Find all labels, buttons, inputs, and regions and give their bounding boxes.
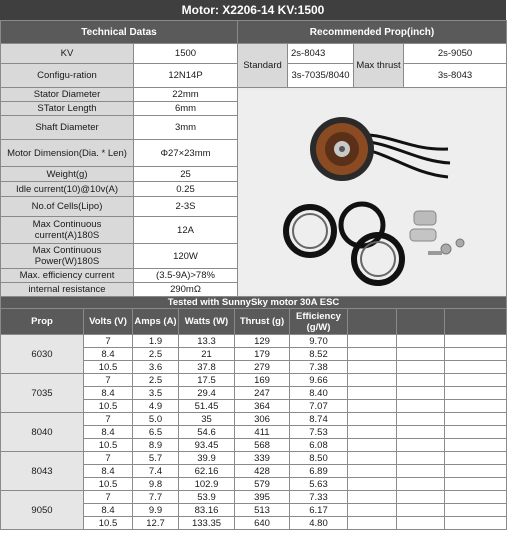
volts-cell: 10.5 xyxy=(84,361,133,374)
efficiency-cell: 7.07 xyxy=(290,400,348,413)
spec-label: Max. efficiency current xyxy=(1,269,134,283)
prop-size: 9050 xyxy=(1,491,84,530)
thrust-cell: 428 xyxy=(235,465,290,478)
empty-cell xyxy=(348,413,397,426)
efficiency-cell: 7.33 xyxy=(290,491,348,504)
efficiency-cell: 8.74 xyxy=(290,413,348,426)
efficiency-cell: 8.50 xyxy=(290,452,348,465)
sheet-title: Motor: X2206-14 KV:1500 xyxy=(0,0,506,20)
spec-label: Weight(g) xyxy=(1,167,134,182)
test-row xyxy=(1,335,507,348)
empty-cell xyxy=(397,400,445,413)
spec-label: Stator Diameter xyxy=(1,88,134,102)
column-header-blank xyxy=(397,309,445,335)
empty-cell xyxy=(348,426,397,439)
empty-cell xyxy=(397,439,445,452)
volts-cell: 8.4 xyxy=(84,387,133,400)
test-row xyxy=(1,452,507,465)
prop-size: 6030 xyxy=(1,335,84,374)
empty-cell xyxy=(445,413,507,426)
thrust-cell: 247 xyxy=(235,387,290,400)
amps-cell: 4.9 xyxy=(133,400,179,413)
spec-value: 25 xyxy=(134,167,238,182)
amps-cell: 1.9 xyxy=(133,335,179,348)
efficiency-cell: 4.80 xyxy=(290,517,348,530)
spec-label: Max Continuous Power(W)180S xyxy=(1,244,134,269)
empty-cell xyxy=(397,413,445,426)
empty-cell xyxy=(445,426,507,439)
amps-cell: 6.5 xyxy=(133,426,179,439)
technical-datas-header: Technical Datas xyxy=(1,21,238,44)
empty-cell xyxy=(348,517,397,530)
empty-cell xyxy=(397,491,445,504)
efficiency-cell: 6.17 xyxy=(290,504,348,517)
spec-value: 290mΩ xyxy=(134,283,238,297)
amps-cell: 2.5 xyxy=(133,348,179,361)
empty-cell xyxy=(348,439,397,452)
volts-cell: 7 xyxy=(84,374,133,387)
standard-label: Standard xyxy=(238,44,288,88)
spec-label: internal resistance xyxy=(1,283,134,297)
column-header-efficiency: Efficiency (g/W) xyxy=(290,309,348,335)
watts-cell: 62.16 xyxy=(179,465,235,478)
watts-cell: 53.9 xyxy=(179,491,235,504)
thrust-cell: 395 xyxy=(235,491,290,504)
empty-cell xyxy=(348,491,397,504)
empty-cell xyxy=(445,400,507,413)
column-header-prop: Prop xyxy=(1,309,84,335)
thrust-cell: 640 xyxy=(235,517,290,530)
volts-cell: 8.4 xyxy=(84,426,133,439)
watts-cell: 21 xyxy=(179,348,235,361)
empty-cell xyxy=(397,374,445,387)
watts-cell: 39.9 xyxy=(179,452,235,465)
spec-value: 12N14P xyxy=(134,64,238,88)
spec-label: Motor Dimension(Dia. * Len) xyxy=(1,140,134,167)
volts-cell: 7 xyxy=(84,452,133,465)
max-thrust-prop-2s: 2s-9050 xyxy=(404,44,507,64)
thrust-cell: 129 xyxy=(235,335,290,348)
empty-cell xyxy=(445,491,507,504)
thrust-cell: 568 xyxy=(235,439,290,452)
thrust-cell: 279 xyxy=(235,361,290,374)
empty-cell xyxy=(445,348,507,361)
amps-cell: 3.6 xyxy=(133,361,179,374)
technical-data-table xyxy=(0,20,507,297)
amps-cell: 9.9 xyxy=(133,504,179,517)
standard-prop-3s: 3s-7035/8040 xyxy=(288,64,354,88)
empty-cell xyxy=(445,517,507,530)
empty-cell xyxy=(348,504,397,517)
spec-value: 6mm xyxy=(134,102,238,116)
watts-cell: 51.45 xyxy=(179,400,235,413)
empty-cell xyxy=(397,335,445,348)
watts-cell: 29.4 xyxy=(179,387,235,400)
spec-value: 3mm xyxy=(134,116,238,140)
efficiency-cell: 9.66 xyxy=(290,374,348,387)
empty-cell xyxy=(348,348,397,361)
volts-cell: 8.4 xyxy=(84,504,133,517)
max-thrust-prop-3s: 3s-8043 xyxy=(404,64,507,88)
spec-value: Φ27×23mm xyxy=(134,140,238,167)
efficiency-cell: 5.63 xyxy=(290,478,348,491)
volts-cell: 8.4 xyxy=(84,348,133,361)
spec-label: Max Continuous current(A)180S xyxy=(1,217,134,244)
spec-value: 1500 xyxy=(134,44,238,64)
spec-label: Shaft Diameter xyxy=(1,116,134,140)
empty-cell xyxy=(397,465,445,478)
empty-cell xyxy=(348,361,397,374)
empty-cell xyxy=(445,361,507,374)
empty-cell xyxy=(397,387,445,400)
amps-cell: 5.0 xyxy=(133,413,179,426)
prop-size: 8043 xyxy=(1,452,84,491)
amps-cell: 2.5 xyxy=(133,374,179,387)
max-thrust-label: Max thrust xyxy=(354,44,404,88)
volts-cell: 10.5 xyxy=(84,478,133,491)
volts-cell: 7 xyxy=(84,335,133,348)
amps-cell: 8.9 xyxy=(133,439,179,452)
volts-cell: 7 xyxy=(84,413,133,426)
watts-cell: 133.35 xyxy=(179,517,235,530)
empty-cell xyxy=(348,478,397,491)
watts-cell: 102.9 xyxy=(179,478,235,491)
motor-photo-image xyxy=(238,91,506,293)
empty-cell xyxy=(348,335,397,348)
empty-cell xyxy=(445,452,507,465)
amps-cell: 3.5 xyxy=(133,387,179,400)
column-header-volts: Volts (V) xyxy=(84,309,133,335)
empty-cell xyxy=(348,465,397,478)
spec-label: STator Length xyxy=(1,102,134,116)
empty-cell xyxy=(445,504,507,517)
spec-value: 120W xyxy=(134,244,238,269)
thrust-cell: 364 xyxy=(235,400,290,413)
test-row xyxy=(1,374,507,387)
empty-cell xyxy=(348,374,397,387)
volts-cell: 10.5 xyxy=(84,439,133,452)
watts-cell: 83.16 xyxy=(179,504,235,517)
watts-cell: 35 xyxy=(179,413,235,426)
thrust-cell: 179 xyxy=(235,348,290,361)
column-header-watts: Watts (W) xyxy=(179,309,235,335)
spec-label: Idle current(10)@10v(A) xyxy=(1,182,134,197)
spec-label: No.of Cells(Lipo) xyxy=(1,197,134,217)
spec-value: 2-3S xyxy=(134,197,238,217)
prop-size: 8040 xyxy=(1,413,84,452)
thrust-cell: 306 xyxy=(235,413,290,426)
empty-cell xyxy=(348,387,397,400)
amps-cell: 5.7 xyxy=(133,452,179,465)
test-row xyxy=(1,491,507,504)
empty-cell xyxy=(397,517,445,530)
volts-cell: 10.5 xyxy=(84,517,133,530)
prop-size: 7035 xyxy=(1,374,84,413)
watts-cell: 93.45 xyxy=(179,439,235,452)
thrust-cell: 411 xyxy=(235,426,290,439)
motor-photo xyxy=(238,88,507,297)
thrust-cell: 579 xyxy=(235,478,290,491)
spec-label: Configu-ration xyxy=(1,64,134,88)
efficiency-cell: 8.40 xyxy=(290,387,348,400)
spec-label: KV xyxy=(1,44,134,64)
test-title: Tested with SunnySky motor 30A ESC xyxy=(1,297,507,309)
empty-cell xyxy=(445,387,507,400)
empty-cell xyxy=(397,426,445,439)
empty-cell xyxy=(445,478,507,491)
volts-cell: 10.5 xyxy=(84,400,133,413)
column-header-amps: Amps (A) xyxy=(133,309,179,335)
empty-cell xyxy=(445,335,507,348)
efficiency-cell: 8.52 xyxy=(290,348,348,361)
efficiency-cell: 6.89 xyxy=(290,465,348,478)
empty-cell xyxy=(397,348,445,361)
standard-prop-2s: 2s-8043 xyxy=(288,44,354,64)
amps-cell: 12.7 xyxy=(133,517,179,530)
empty-cell xyxy=(397,361,445,374)
recommended-prop-header: Recommended Prop(inch) xyxy=(238,21,507,44)
spec-value: 12A xyxy=(134,217,238,244)
test-results-table xyxy=(0,296,507,530)
spec-value: 0.25 xyxy=(134,182,238,197)
volts-cell: 8.4 xyxy=(84,465,133,478)
thrust-cell: 169 xyxy=(235,374,290,387)
empty-cell xyxy=(397,452,445,465)
empty-cell xyxy=(397,478,445,491)
empty-cell xyxy=(397,504,445,517)
empty-cell xyxy=(445,439,507,452)
empty-cell xyxy=(348,452,397,465)
watts-cell: 13.3 xyxy=(179,335,235,348)
efficiency-cell: 9.70 xyxy=(290,335,348,348)
test-row xyxy=(1,413,507,426)
column-header-thrust: Thrust (g) xyxy=(235,309,290,335)
spec-value: 22mm xyxy=(134,88,238,102)
empty-cell xyxy=(348,400,397,413)
efficiency-cell: 7.38 xyxy=(290,361,348,374)
thrust-cell: 513 xyxy=(235,504,290,517)
watts-cell: 37.8 xyxy=(179,361,235,374)
amps-cell: 7.4 xyxy=(133,465,179,478)
amps-cell: 7.7 xyxy=(133,491,179,504)
empty-cell xyxy=(445,374,507,387)
spec-value: (3.5-9A)>78% xyxy=(134,269,238,283)
efficiency-cell: 6.08 xyxy=(290,439,348,452)
volts-cell: 7 xyxy=(84,491,133,504)
watts-cell: 17.5 xyxy=(179,374,235,387)
empty-cell xyxy=(445,465,507,478)
column-header-blank xyxy=(445,309,507,335)
watts-cell: 54.6 xyxy=(179,426,235,439)
column-header-blank xyxy=(348,309,397,335)
efficiency-cell: 7.53 xyxy=(290,426,348,439)
thrust-cell: 339 xyxy=(235,452,290,465)
amps-cell: 9.8 xyxy=(133,478,179,491)
